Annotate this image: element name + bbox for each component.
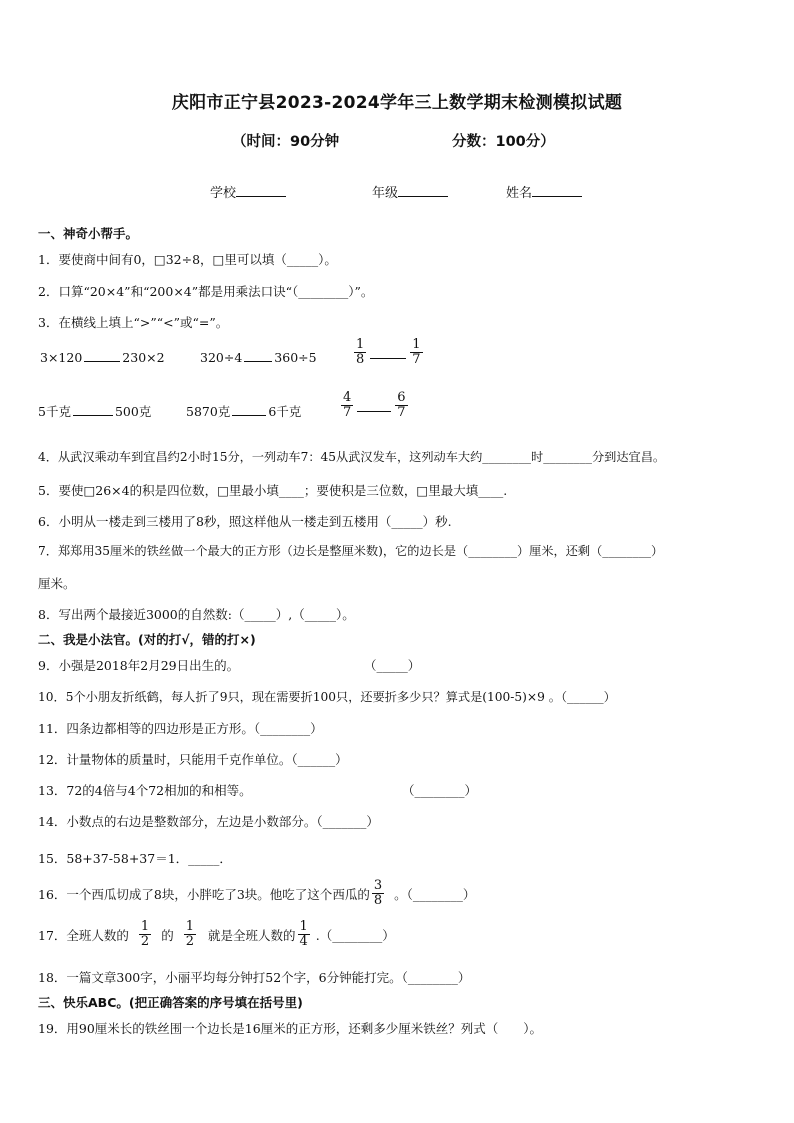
question-6: 6．小明从一楼走到三楼用了8秒，照这样他从一楼走到五楼用（_____）秒.	[38, 514, 452, 529]
fraction: $\frac{1}{4}$	[299, 919, 308, 950]
question-15: 15．58+37-58+37＝1．_____．	[38, 851, 232, 866]
q3-row2-item1: 5千克 500克	[38, 404, 152, 419]
grade-label: 年级	[372, 186, 399, 201]
question-9: 9．小强是2018年2月29日出生的。	[38, 658, 240, 673]
question-2: 2．口算“20×4”和“200×4”都是用乘法口诀“（________）”。	[38, 284, 374, 299]
question-9-answer: （_____）	[364, 658, 421, 673]
question-19: 19．用90厘米长的铁丝围一个边长是16厘米的正方形，还剩多少厘米铁丝？列式（ ）。	[38, 1021, 542, 1036]
question-13: 13．72的4倍与4个72相加的和相等。	[38, 783, 252, 798]
question-14: 14．小数点的右边是整数部分，左边是小数部分。（_______）	[38, 814, 379, 829]
time-info: （时间：90分钟	[232, 134, 340, 150]
page-title: 庆阳市正宁县2023-2024学年三上数学期末检测模拟试题	[171, 93, 623, 113]
question-1: 1．要使商中间有0，□32÷8，□里可以填（_____）。	[38, 252, 337, 267]
name-label: 姓名	[506, 186, 533, 201]
q3-row1-item3	[352, 338, 425, 368]
fraction: $\frac{1}{2}$	[140, 919, 150, 950]
q3-row1-item1: 3×120 230×2	[40, 350, 165, 365]
q3-row2-item3	[339, 391, 410, 421]
question-18: 18．一篇文章300字，小丽平均每分钟打52个字，6分钟能打完。（________）	[38, 970, 471, 985]
section-1-heading: 一、神奇小帮手。	[38, 226, 139, 241]
q3-row2-item2: 5870克 6千克	[186, 404, 302, 419]
grade-field	[372, 182, 448, 201]
name-field	[506, 182, 582, 201]
fraction: $\frac{4}{7}$	[343, 390, 352, 421]
fraction: $\frac{1}{8}$	[356, 337, 365, 368]
section-3-heading: 三、快乐ABC。(把正确答案的序号填在括号里)	[38, 995, 303, 1010]
question-16: 16．一个西瓜切成了8块，小胖吃了3块。他吃了这个西瓜的 $\frac{3}{8}$ 。（________）	[38, 878, 476, 909]
question-7: 7．郑郑用35厘米的铁丝做一个最大的正方形（边长是整厘米数)，它的边长是（________）厘米，还剩（________）	[38, 544, 664, 558]
question-10: 10．5个小朋友折纸鹤，每人折了9只，现在需要折100只，还要折多少只？算式是(100-5)×9 。（______）	[38, 690, 616, 704]
question-17: 17．全班人数的 $\frac{1}{2}$ 的 $\frac{1}{2}$ 就是全班人数的 $\frac{1}{4}$ .（________）	[38, 919, 395, 950]
fraction: $\frac{1}{2}$	[185, 919, 194, 950]
school-field	[210, 182, 286, 201]
question-4: 4．从武汉乘动车到宜昌约2小时15分，一列动车7：45从武汉发车，这列动车大约________时________分到达宜昌。	[38, 450, 666, 464]
fraction: $\frac{3}{8}$	[373, 878, 383, 909]
question-5: 5．要使□26×4的积是四位数，□里最小填____；要使积是三位数，□里最大填____.	[38, 483, 508, 498]
fraction: $\frac{1}{7}$	[412, 337, 421, 368]
fraction: $\frac{6}{7}$	[397, 390, 406, 421]
question-12: 12．计量物体的质量时，只能用千克作单位。（______）	[38, 752, 348, 767]
score-info: 分数：100分）	[452, 134, 555, 150]
question-13-answer: （________）	[402, 783, 478, 798]
q3-row1-item2: 320÷4 360÷5	[200, 350, 317, 365]
section-2-heading: 二、我是小法官。(对的打√，错的打×)	[38, 632, 256, 647]
question-3: 3．在横线上填上“>”“<”或“=”。	[38, 315, 229, 330]
school-label: 学校	[210, 186, 237, 201]
question-7-continued: 厘米。	[38, 576, 76, 591]
question-11: 11．四条边都相等的四边形是正方形。（________）	[38, 721, 323, 736]
question-8: 8．写出两个最接近3000的自然数:（_____）,（_____）。	[38, 607, 355, 622]
